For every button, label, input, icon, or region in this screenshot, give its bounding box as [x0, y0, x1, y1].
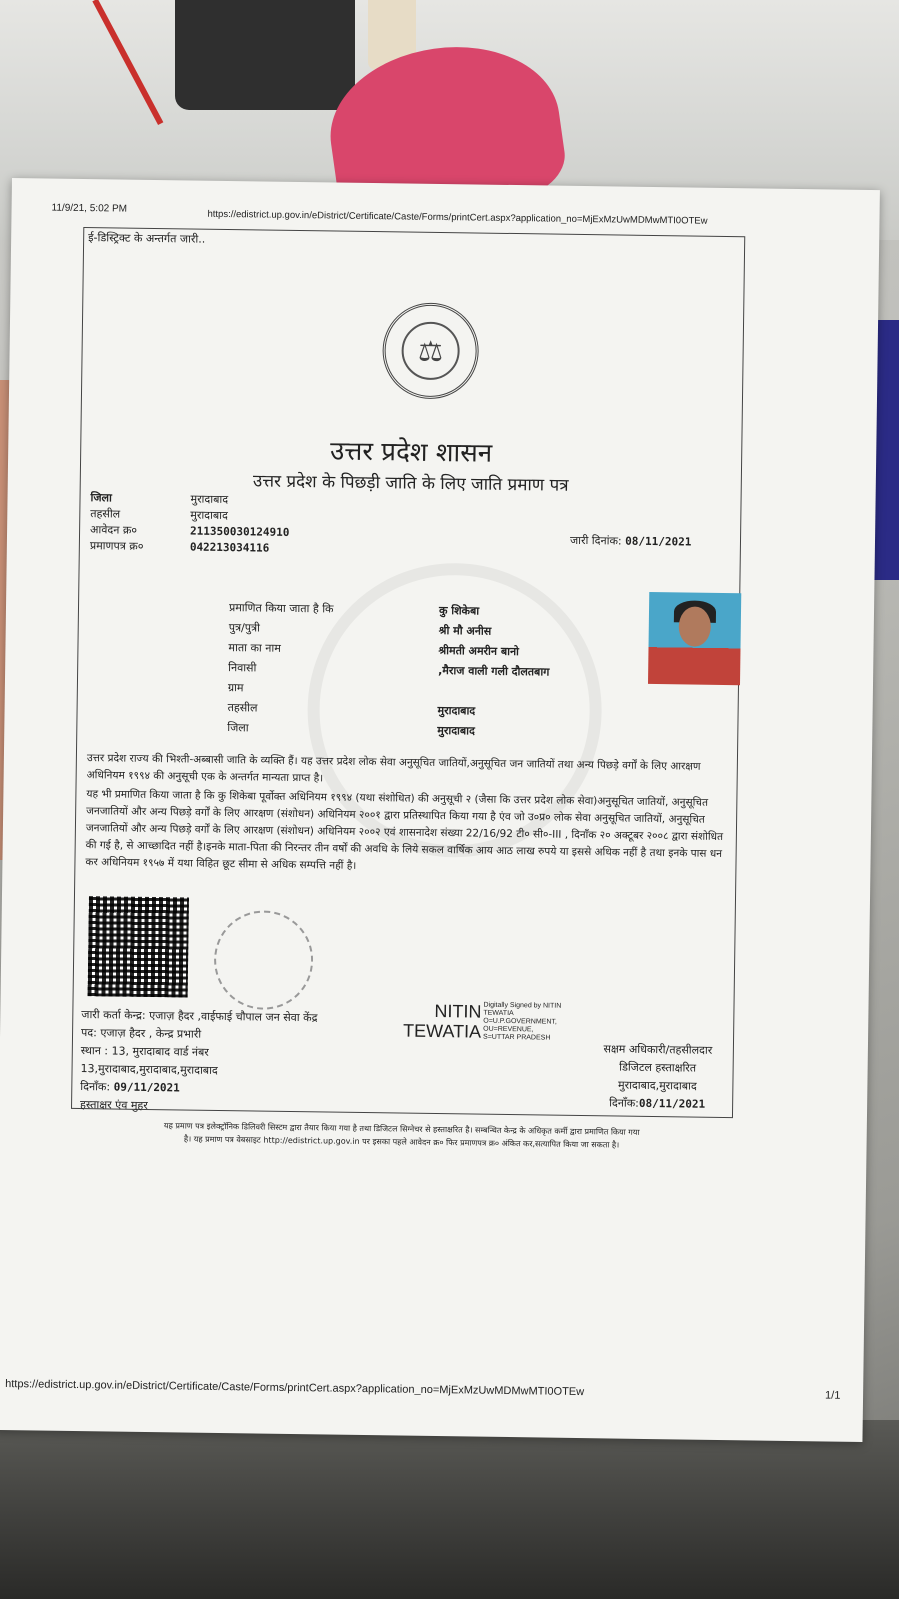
- officer-place: मुरादाबाद,मुरादाबाद: [617, 1078, 697, 1093]
- signer-last-name: TEWATIA: [402, 1020, 482, 1042]
- field-row: ग्राम: [227, 681, 244, 695]
- certificate-frame: [71, 227, 745, 1150]
- field-row: माता का नाम श्रीमती अमरीन बानो: [228, 641, 520, 659]
- printed-page: [0, 178, 880, 1442]
- applicant-fields: [227, 598, 550, 742]
- print-footer-url: https://edistrict.up.gov.in/eDistrict/Certificate/Caste/Forms/printCert.aspx?application_no=MjExMzUwMDMwMTI0OTEw: [5, 1378, 585, 1399]
- field-row: जिला मुरादाबाद: [227, 721, 476, 738]
- print-header-url: https://edistrict.up.gov.in/eDistrict/Certificate/Caste/Forms/printCert.aspx?application_no=MjExMzUwMDMwMTI0OTEw: [207, 208, 708, 227]
- issuer-place: स्थान : 13, मुरादाबाद वार्ड नंबर: [80, 1044, 209, 1059]
- officer-sign: डिजिटल हस्ताक्षरित: [619, 1060, 697, 1075]
- seal-stamp-icon: [213, 910, 313, 1010]
- meta-row-application-no: आवेदन क्र० 211350030124910: [90, 523, 290, 539]
- issuer-block: [80, 1006, 318, 1117]
- background-floor: [0, 1420, 899, 1599]
- background-box: [175, 0, 355, 110]
- certificate-subtitle: उत्तर प्रदेश के पिछड़ी जाति के लिए जाति प्रमाण पत्र: [252, 471, 569, 496]
- issued-via-note: ई-डिस्ट्रिक्ट के अन्तर्गत जारी..: [88, 231, 206, 246]
- certificate-body: [85, 750, 732, 882]
- page-number: 1/1: [824, 1389, 841, 1402]
- issuer-post: पद: एजाज़ हैदर , केन्द्र प्रभारी: [80, 1026, 202, 1041]
- officer-date: दिनाँक:08/11/2021: [609, 1096, 706, 1111]
- certificate-meta: [90, 490, 290, 557]
- officer-title: सक्षम अधिकारी/तहसीलदार: [603, 1042, 713, 1057]
- issuer-address: 13,मुरादाबाद,मुरादाबाद,मुरादाबाद: [80, 1062, 218, 1077]
- issuer-center: जारी कर्ता केन्द्र: एजाज़ हैदर ,वाईफाई चौपाल जन सेवा केंद्र: [81, 1008, 318, 1025]
- signature-details: Digitally Signed by NITIN TEWATIA O=U.P.GOVERNMENT, OU=REVENUE, S=UTTAR PRADESH: [483, 1001, 562, 1042]
- digital-signature: [403, 1001, 561, 1043]
- body-paragraph-2: यह भी प्रमाणित किया जाता है कि कु शिकेबा पूर्वोक्त अधिनियम १९९४ (यथा संशोधित) की अनुसूची २ (जैसा कि उत्तर प्रदेश लोक सेवा)अनुसूचित जातियों, अनुसूचित जनजातियों और अन्य पिछड़े वर्गों के लिए आरक्षण (संशोधन) अधिनियम २००१ द्वारा प्रतिस्थापित किया गया है एंव जो उ०प्र० लोक सेवा अनुसूचित जातियों, अनुसूचित जनजातियों और अन्य पिछड़े वर्गों के लिए आरक्षण (संशोधन) अधिनियम २००२ एवं शासनादेश संख्या 22/16/92 टी० सी०-III , दिनाँक २० अक्टूबर २००८ द्वारा संशोधित की गई है, से आच्छादित नहीं है।इनके माता-पिता की निरन्तर तीन वर्षों की अवधि के लिये सकल वार्षिक आय आठ लाख रुपये या इससे अधिक नहीं है तथा इनके पास धन कर अधिनियम १९५७ में यथा विहित छूट सीमा से अधिक सम्पत्ति नहीं है।: [85, 788, 724, 872]
- applicant-photo: [648, 592, 741, 685]
- issuer-date: दिनाँक: 09/11/2021: [80, 1080, 180, 1095]
- field-row: पुत्र/पुत्री श्री मौ अनीस: [228, 621, 492, 638]
- certificate-footnote: यह प्रमाण पत्र इलेक्ट्रॉनिक डिलिवरी सिस्टम द्वारा तैयार किया गया है तथा डिजिटल सिग्नेचर से हस्ताक्षरित है। सम्बन्धित केन्द्र के अधिकृत कर्मी द्वारा प्रमाणित किया गया है। यह प्रमाण पत्र वेबसाइट http://edistrict.up.gov.in पर इसका पहले आवेदन क्र० फिर प्रमाणपत्र क्र० अंकित कर,सत्यापित किया जा सकता है।: [163, 1121, 640, 1150]
- issue-date: जारी दिनांक: 08/11/2021: [569, 533, 692, 549]
- officer-block: [582, 1040, 733, 1114]
- meta-row-district: जिला मुरादाबाद: [90, 491, 229, 507]
- field-row: प्रमाणित किया जाता है कि कु शिकेबा: [228, 601, 480, 618]
- field-row: निवासी ,मैराज वाली गली दौलतबाग: [228, 661, 550, 679]
- qr-code-icon: [88, 896, 189, 997]
- up-govt-emblem-icon: ⚖: [382, 302, 479, 399]
- field-row: तहसील मुरादाबाद: [227, 701, 476, 718]
- issuer-sign-label: हस्ताक्षर एंव मुहर: [79, 1098, 148, 1112]
- body-paragraph-1: उत्तर प्रदेश राज्य की भिश्ती-अब्बासी जाति के व्यक्ति हैं। यह उत्तर प्रदेश लोक सेवा अनुसूचित जातियों,अनुसूचित जन जातियों तथा अन्य पिछड़े वर्गों के लिए आरक्षण अधिनियम १९९४ की अनुसूची एक के अन्तर्गत मान्यता प्राप्त है।: [86, 752, 701, 785]
- meta-row-certificate-no: प्रमाणपत्र क्र० 042213034116: [89, 539, 270, 555]
- print-timestamp: 11/9/21, 5:02 PM: [51, 202, 128, 215]
- certificate-title: उत्तर प्रदेश शासन: [329, 436, 493, 469]
- meta-row-tehsil: तहसील मुरादाबाद: [90, 507, 228, 523]
- signer-first-name: NITIN: [434, 1000, 482, 1022]
